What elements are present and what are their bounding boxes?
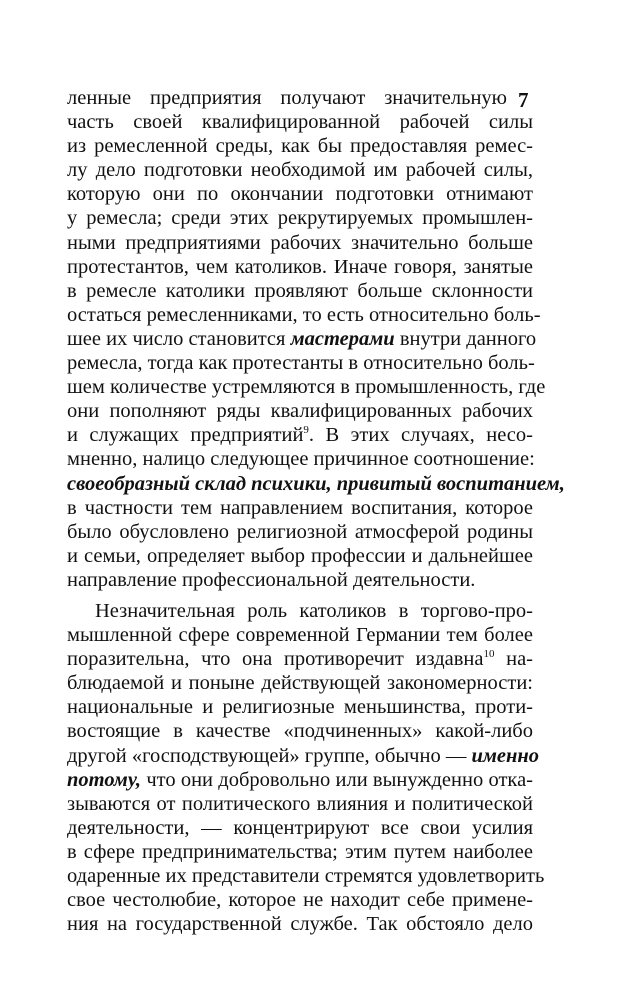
text-run: шее их число становится <box>67 327 291 350</box>
emphasized-text: своеобразный склад психики, привитый воспитанием, <box>67 472 565 495</box>
text-run: блюдаемой и поныне действующей закономерности: <box>67 672 533 695</box>
text-run: что они добровольно или вынужденно отка- <box>141 768 533 791</box>
text-line <box>67 496 533 520</box>
text-line <box>67 792 533 816</box>
text-line <box>67 840 533 864</box>
text-line <box>67 568 533 592</box>
emphasized-text: потому, <box>67 768 142 791</box>
text-line <box>67 719 533 743</box>
text-run: и служащих предприятий <box>67 424 304 447</box>
text-run: в сфере предпринимательства; этим путем наиболее <box>67 840 533 863</box>
page-number: 7 <box>518 88 529 112</box>
text-line <box>67 447 533 471</box>
text-run: протестантов, чем католиков. Иначе говоря, занятые <box>67 255 533 278</box>
text-line <box>67 279 533 303</box>
body-text <box>67 86 565 936</box>
text-run: часть своей квалифицированной рабочей силы <box>67 111 533 134</box>
text-run: в частности тем направлением воспитания, которое <box>67 496 533 519</box>
text-run: лу дело подготовки необходимой им рабочей силы, <box>67 159 533 182</box>
text-line <box>67 231 533 255</box>
paragraph-gap <box>67 592 533 599</box>
text-run: было обусловлено религиозной атмосферой родины <box>67 520 533 543</box>
paragraph <box>67 86 565 592</box>
text-run: в ремесле католики проявляют больше склонности <box>67 279 533 302</box>
emphasized-text: мастерами <box>290 327 395 350</box>
paragraph <box>67 599 545 936</box>
text-run: мышленной сфере современной Германии тем более <box>67 624 533 647</box>
text-line <box>67 816 533 840</box>
text-line <box>67 768 533 792</box>
text-run: внутри данного <box>394 327 537 350</box>
text-run: шем количестве устремляются в промышленность, где <box>67 376 546 399</box>
text-run: деятельности, — концентрируют все свои усилия <box>67 816 533 839</box>
text-line <box>67 912 533 936</box>
text-line <box>67 110 533 134</box>
text-run: ния на государственной службе. Так обстояло дело <box>67 913 533 936</box>
text-run: зываются от политического влияния и политической <box>67 792 533 815</box>
text-run: и семьи, определяет выбор профессии и дальнейшее <box>67 544 533 567</box>
text-line <box>67 303 541 327</box>
text-line <box>67 255 533 279</box>
text-run: поразительна, что она противоречит издавна <box>67 648 484 671</box>
text-run: они пополняют ряды квалифицированных рабочих <box>67 400 533 423</box>
text-run: мненно, налицо следующее причинное соотношение: <box>67 448 535 471</box>
text-line <box>67 375 546 399</box>
emphasized-text: именно <box>471 744 540 767</box>
text-run: из ремесленной среды, как бы предоставляя ремес- <box>67 135 533 158</box>
text-run: . В этих случаях, несо- <box>308 424 533 447</box>
text-run: направление профессиональной деятельности. <box>67 568 476 591</box>
text-line <box>67 744 540 768</box>
text-run: у ремесла; среди этих рекрутируемых промышлен- <box>67 207 533 230</box>
text-line <box>67 599 533 623</box>
text-run: ремесла, тогда как протестанты в относительно боль- <box>67 352 535 375</box>
text-run: на- <box>494 648 533 671</box>
text-line <box>67 647 533 671</box>
text-line <box>67 327 537 351</box>
text-run: ленные предприятия получают значительную <box>67 87 507 109</box>
text-line <box>67 399 533 423</box>
text-run: которую они по окончании подготовки отнимают <box>67 183 533 206</box>
text-run: Незначительная роль католиков в торгово-про- <box>95 599 533 622</box>
text-line <box>67 182 533 206</box>
text-line <box>67 544 533 568</box>
text-line <box>67 351 533 375</box>
text-line <box>67 472 565 496</box>
text-run: одаренные их представители стремятся удовлетворить <box>67 865 545 887</box>
text-run: остаться ремесленниками, то есть относительно боль- <box>67 303 541 326</box>
text-line <box>67 864 545 888</box>
text-run: ными предприятиями рабочих значительно больше <box>67 231 533 254</box>
text-line <box>67 520 533 544</box>
text-line <box>67 158 533 182</box>
text-run: другой «господствующей» группе, обычно — <box>67 744 472 767</box>
text-line <box>67 671 533 695</box>
text-line <box>67 134 533 158</box>
text-line <box>67 623 533 647</box>
text-run: свое честолюбие, которое не находит себе примене- <box>67 889 533 912</box>
text-line <box>67 695 533 719</box>
text-line <box>67 423 533 447</box>
text-run: востоящие в качестве «подчиненных» какой-либо <box>67 720 533 743</box>
text-line <box>67 888 533 912</box>
text-run: национальные и религиозные меньшинства, проти- <box>67 696 533 719</box>
footnote-marker: 9 <box>303 424 309 437</box>
text-line <box>67 86 507 110</box>
text-line <box>67 206 533 230</box>
footnote-marker: 10 <box>483 648 495 661</box>
